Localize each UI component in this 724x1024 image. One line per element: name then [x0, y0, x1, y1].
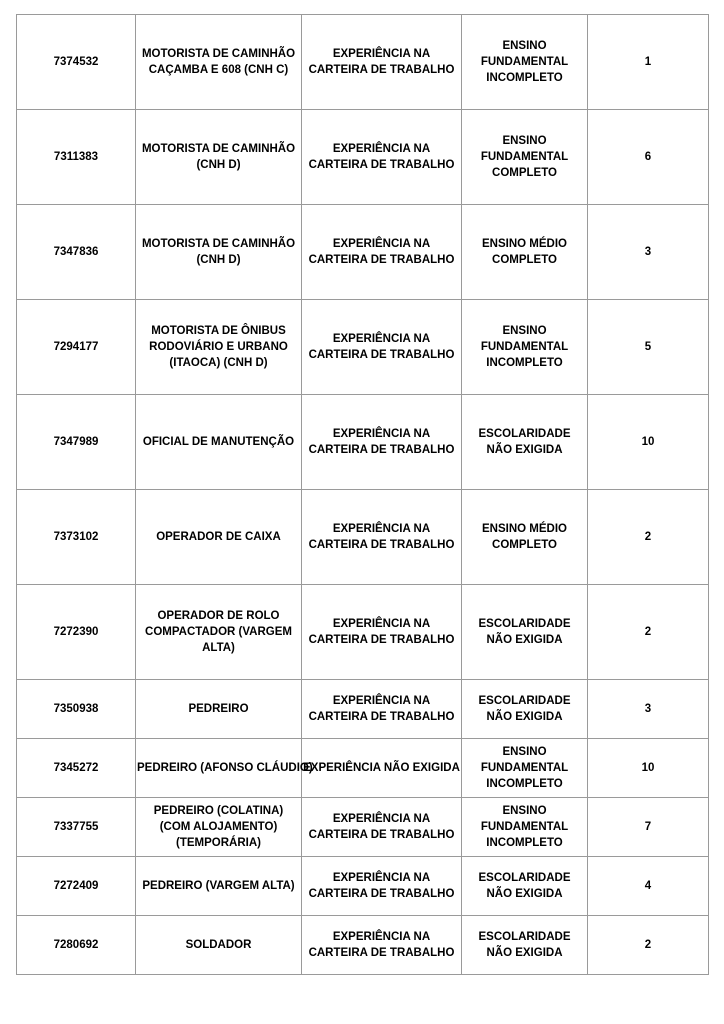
- education-requirement: ENSINO FUNDAMENTAL INCOMPLETO: [462, 739, 588, 798]
- experience-requirement: EXPERIÊNCIA NA CARTEIRA DE TRABALHO: [302, 490, 462, 585]
- vacancy-code: 7311383: [17, 110, 136, 205]
- vacancy-count: 3: [588, 680, 709, 739]
- vacancy-code: 7294177: [17, 300, 136, 395]
- experience-requirement: EXPERIÊNCIA NA CARTEIRA DE TRABALHO: [302, 680, 462, 739]
- table-row: [17, 798, 709, 857]
- table-row: [17, 205, 709, 300]
- education-requirement: ENSINO FUNDAMENTAL INCOMPLETO: [462, 300, 588, 395]
- education-requirement: ENSINO FUNDAMENTAL INCOMPLETO: [462, 15, 588, 110]
- experience-requirement: EXPERIÊNCIA NA CARTEIRA DE TRABALHO: [302, 205, 462, 300]
- experience-requirement: EXPERIÊNCIA NA CARTEIRA DE TRABALHO: [302, 916, 462, 975]
- job-title: PEDREIRO: [136, 680, 302, 739]
- table-row: [17, 15, 709, 110]
- job-title: MOTORISTA DE CAMINHÃO CAÇAMBA E 608 (CNH C): [136, 15, 302, 110]
- table-row: [17, 585, 709, 680]
- vacancy-code: 7337755: [17, 798, 136, 857]
- vacancy-count: 7: [588, 798, 709, 857]
- table-row: [17, 490, 709, 585]
- vacancy-count: 5: [588, 300, 709, 395]
- job-title: PEDREIRO (VARGEM ALTA): [136, 857, 302, 916]
- table-row: [17, 110, 709, 205]
- table-row: [17, 680, 709, 739]
- experience-requirement: EXPERIÊNCIA NA CARTEIRA DE TRABALHO: [302, 300, 462, 395]
- vacancy-code: 7374532: [17, 15, 136, 110]
- education-requirement: ESCOLARIDADE NÃO EXIGIDA: [462, 916, 588, 975]
- vacancy-count: 10: [588, 739, 709, 798]
- vacancy-code: 7345272: [17, 739, 136, 798]
- vacancy-code: 7350938: [17, 680, 136, 739]
- job-title: OFICIAL DE MANUTENÇÃO: [136, 395, 302, 490]
- vacancy-count: 2: [588, 585, 709, 680]
- experience-requirement: EXPERIÊNCIA NA CARTEIRA DE TRABALHO: [302, 857, 462, 916]
- table-row: [17, 739, 709, 798]
- vacancy-count: 4: [588, 857, 709, 916]
- vacancy-count: 2: [588, 916, 709, 975]
- education-requirement: ESCOLARIDADE NÃO EXIGIDA: [462, 395, 588, 490]
- table-row: [17, 916, 709, 975]
- education-requirement: ESCOLARIDADE NÃO EXIGIDA: [462, 680, 588, 739]
- vacancy-count: 10: [588, 395, 709, 490]
- job-title: OPERADOR DE CAIXA: [136, 490, 302, 585]
- vacancy-code: 7373102: [17, 490, 136, 585]
- experience-requirement: EXPERIÊNCIA NA CARTEIRA DE TRABALHO: [302, 15, 462, 110]
- document-page: [16, 14, 708, 975]
- education-requirement: ENSINO MÉDIO COMPLETO: [462, 490, 588, 585]
- job-title: MOTORISTA DE CAMINHÃO (CNH D): [136, 205, 302, 300]
- experience-requirement: EXPERIÊNCIA NA CARTEIRA DE TRABALHO: [302, 395, 462, 490]
- experience-requirement: EXPERIÊNCIA NA CARTEIRA DE TRABALHO: [302, 798, 462, 857]
- table-row: [17, 395, 709, 490]
- vacancy-count: 6: [588, 110, 709, 205]
- table-row: [17, 300, 709, 395]
- table-body: [17, 15, 709, 975]
- education-requirement: ENSINO FUNDAMENTAL INCOMPLETO: [462, 798, 588, 857]
- job-title: SOLDADOR: [136, 916, 302, 975]
- education-requirement: ENSINO MÉDIO COMPLETO: [462, 205, 588, 300]
- job-vacancies-table: [16, 14, 709, 975]
- education-requirement: ESCOLARIDADE NÃO EXIGIDA: [462, 585, 588, 680]
- job-title: PEDREIRO (COLATINA) (COM ALOJAMENTO) (TEMPORÁRIA): [136, 798, 302, 857]
- education-requirement: ESCOLARIDADE NÃO EXIGIDA: [462, 857, 588, 916]
- experience-requirement: EXPERIÊNCIA NA CARTEIRA DE TRABALHO: [302, 110, 462, 205]
- vacancy-count: 1: [588, 15, 709, 110]
- experience-requirement: EXPERIÊNCIA NÃO EXIGIDA: [302, 739, 462, 798]
- vacancy-code: 7347989: [17, 395, 136, 490]
- table-row: [17, 857, 709, 916]
- job-title: PEDREIRO (AFONSO CLÁUDIO): [136, 739, 302, 798]
- vacancy-code: 7272390: [17, 585, 136, 680]
- vacancy-count: 3: [588, 205, 709, 300]
- vacancy-count: 2: [588, 490, 709, 585]
- job-title: MOTORISTA DE CAMINHÃO (CNH D): [136, 110, 302, 205]
- vacancy-code: 7272409: [17, 857, 136, 916]
- job-title: MOTORISTA DE ÔNIBUS RODOVIÁRIO E URBANO (ITAOCA) (CNH D): [136, 300, 302, 395]
- vacancy-code: 7347836: [17, 205, 136, 300]
- job-title: OPERADOR DE ROLO COMPACTADOR (VARGEM ALTA): [136, 585, 302, 680]
- vacancy-code: 7280692: [17, 916, 136, 975]
- experience-requirement: EXPERIÊNCIA NA CARTEIRA DE TRABALHO: [302, 585, 462, 680]
- education-requirement: ENSINO FUNDAMENTAL COMPLETO: [462, 110, 588, 205]
